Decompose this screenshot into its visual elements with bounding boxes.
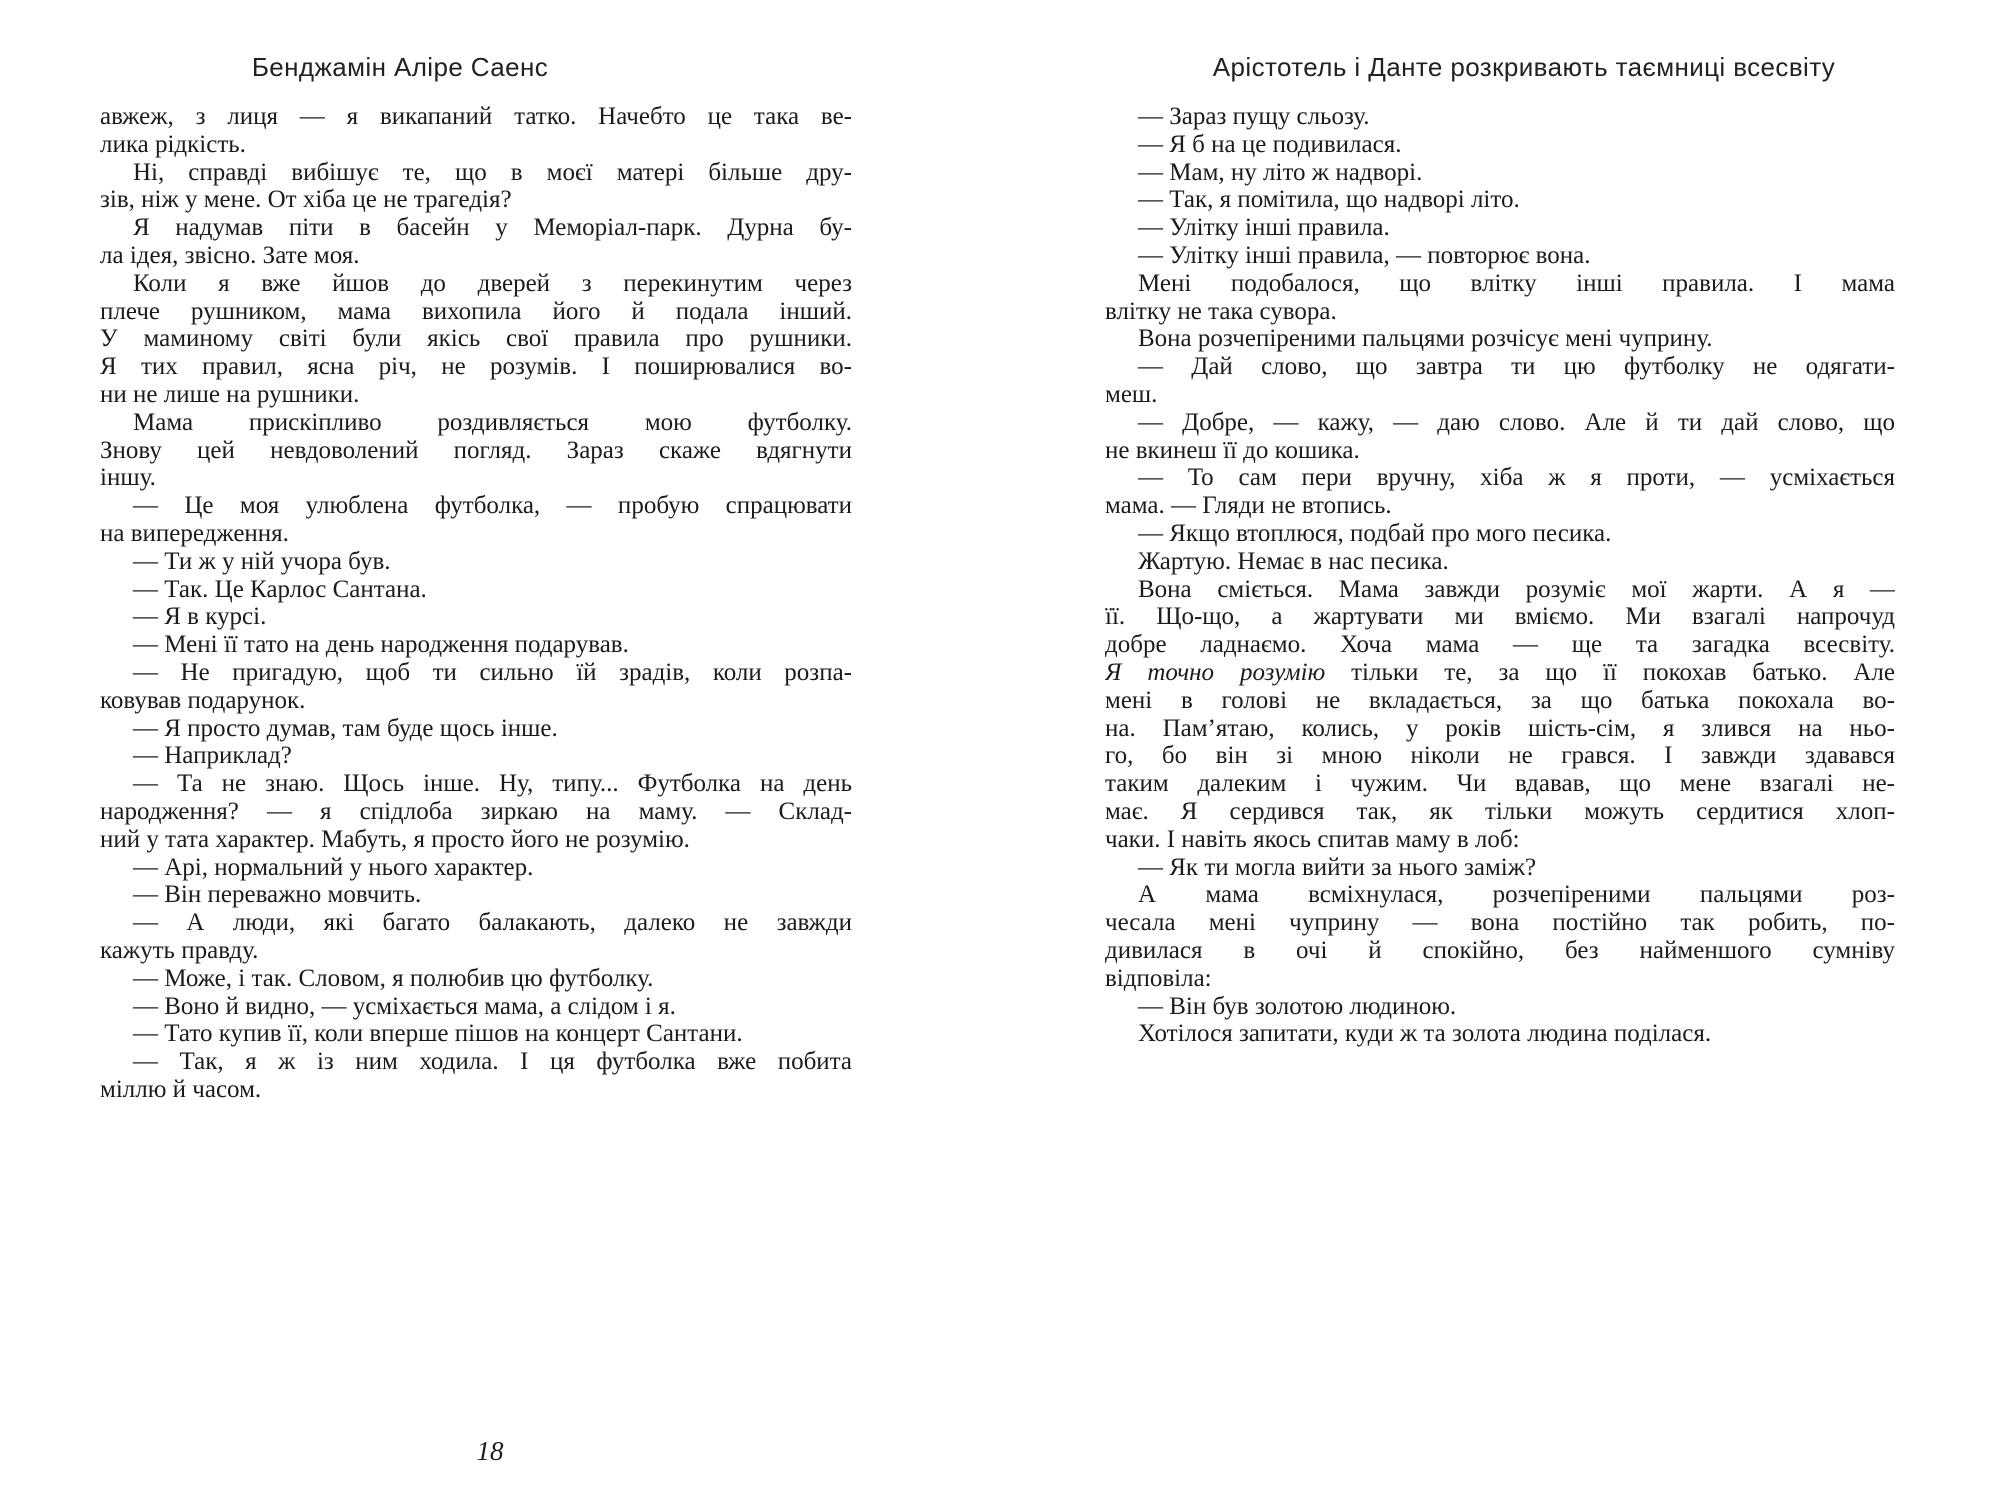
text-line: — То сам пери вручну, хіба ж я проти, — усміхається [1138, 464, 1895, 492]
text-line: — Воно й видно, — усміхається мама, а слідом і я. [133, 992, 676, 1020]
text-line: кажуть правду. [100, 936, 259, 964]
text-line: лика рідкість. [100, 130, 246, 158]
text-line: — Улітку інші правила, — повторює вона. [1138, 241, 1591, 269]
text-line: Коли я вже йшов до дверей з перекинутим через [133, 269, 852, 297]
text-line: — Мам, ну літо ж надворі. [1138, 158, 1423, 186]
text-line: мені в голові не вкладається, за що батька покохала во- [1105, 686, 1895, 714]
text-line: ла ідея, звісно. Зате моя. [100, 241, 360, 269]
text-line: — Я б на це подивилася. [1138, 130, 1402, 158]
page-number: 18 [476, 1436, 504, 1466]
text-line: іншу. [100, 464, 156, 492]
text-line: — Так, я помітила, що надворі літо. [1138, 186, 1520, 214]
text-column-right [1105, 103, 1895, 1048]
text-line: Я тих правил, ясна річ, не розумів. І поширювалися во- [100, 353, 852, 381]
text-line: — Арі, нормальний у нього характер. [133, 853, 534, 881]
text-line: ковував подарунок. [100, 686, 306, 714]
text-line: Хотілося запитати, куди ж та золота людина поділася. [1138, 1020, 1712, 1048]
text-line: плече рушником, мама вихопила його й подала інший. [100, 297, 852, 325]
text-line: на випередження. [100, 519, 289, 547]
text-line: мама. — Гляди не втопись. [1105, 492, 1392, 520]
text-segment: тільки те, за що її покохав батько. Але [1325, 658, 1895, 686]
text-line: не вкинеш її до кошика. [1105, 436, 1360, 464]
text-line: Вона сміється. Мама завжди розуміє мої жарти. А я — [1138, 575, 1895, 603]
text-line: — Наприклад? [133, 742, 292, 770]
text-column-left [100, 103, 852, 1104]
text-line: Мама прискіпливо роздивляється мою футболку. [133, 408, 852, 436]
italic-text: Я точно розумію [1105, 658, 1326, 686]
text-line: добре ладнаємо. Хоча мама — ще та загадка всесвіту. [1105, 631, 1895, 659]
text-line: таким далеким і чужим. Чи вдавав, що мене взагалі не- [1105, 770, 1895, 798]
text-line: — Добре, — кажу, — даю слово. Але й ти дай слово, що [1138, 408, 1895, 436]
text-line: го, бо він зі мною ніколи не грався. І завжди здавався [1105, 742, 1895, 770]
text-line: — Тато купив її, коли вперше пішов на концерт Сантани. [133, 1020, 743, 1048]
text-line: — Я в курсі. [133, 603, 267, 631]
text-line: — Не пригадую, щоб ти сильно їй зрадів, коли розпа- [133, 658, 852, 686]
text-line: — Та не знаю. Щось інше. Ну, типу... Футболка на день [133, 770, 852, 798]
text-line: — Я просто думав, там буде щось інше. [133, 714, 558, 742]
text-line [1105, 659, 1895, 687]
text-line: дивилася в очі й спокійно, без найменшого сумніву [1105, 936, 1895, 964]
text-line: — Зараз пущу сльозу. [1138, 103, 1370, 130]
text-line: — Улітку інші правила. [1138, 214, 1390, 242]
text-line: Знову цей невдоволений погляд. Зараз скаже вдягнути [100, 436, 852, 464]
text-line: її. Що-що, а жартувати ми вміємо. Ми взагалі напрочуд [1105, 603, 1895, 631]
text-line: А мама всміхнулася, розчепіреними пальцями роз- [1138, 881, 1895, 909]
text-line: меш. [1105, 380, 1158, 408]
text-line: — Дай слово, що завтра ти цю футболку не одягати- [1138, 353, 1895, 381]
text-line: У маминому світі були якісь свої правила про рушники. [100, 325, 852, 353]
text-line: влітку не така сувора. [1105, 297, 1337, 325]
text-line: на. Пам’ятаю, колись, у років шість-сім, я злився на ньо- [1105, 714, 1895, 742]
text-line: народження? — я спідлоба зиркаю на маму. — Склад- [100, 797, 852, 825]
text-line: Я надумав піти в басейн у Меморіал-парк. Дурна бу- [133, 214, 852, 242]
text-line: — А люди, які багато балакають, далеко не завжди [133, 909, 852, 937]
text-line: чаки. І навіть якось спитав маму в лоб: [1105, 825, 1520, 853]
text-line: — Мені її тато на день народження подарував. [133, 631, 629, 659]
running-head-book-title: Арістотель і Данте розкривають таємниці всесвіту [1212, 52, 1836, 82]
text-line: Вона розчепіреними пальцями розчісує мені чуприну. [1138, 325, 1713, 353]
text-line: — Він був золотою людиною. [1138, 992, 1457, 1020]
text-line: — Так. Це Карлос Сантана. [133, 575, 427, 603]
text-line: Ні, справді вибішує те, що в моєї матері більше дру- [133, 158, 852, 186]
text-line: ни не лише на рушники. [100, 380, 360, 408]
text-line: зів, ніж у мене. От хіба це не трагедія? [100, 186, 512, 214]
text-line: — Якщо втоплюся, подбай про мого песика. [1138, 519, 1612, 547]
text-line: Жартую. Немає в нас песика. [1138, 547, 1449, 575]
running-head-author: Бенджамін Аліре Саенс [251, 52, 549, 82]
text-line: — Як ти могла вийти за нього заміж? [1138, 853, 1537, 881]
text-line: авжеж, з лиця — я викапаний татко. Начебто це така ве- [100, 103, 852, 130]
text-line: ний у тата характер. Мабуть, я просто його не розумію. [100, 825, 690, 853]
text-line: Мені подобалося, що влітку інші правила. І мама [1138, 269, 1895, 297]
text-line: — Він переважно мовчить. [133, 881, 422, 909]
text-line: чесала мені чуприну — вона постійно так робить, по- [1105, 909, 1895, 937]
text-line: — Це моя улюблена футболка, — пробую спрацювати [133, 492, 852, 520]
text-line: — Може, і так. Словом, я полюбив цю футболку. [133, 964, 654, 992]
text-line: відповіла: [1105, 964, 1212, 992]
text-line: — Ти ж у ній учора був. [133, 547, 391, 575]
text-line: міллю й часом. [100, 1075, 262, 1103]
text-line: — Так, я ж із ним ходила. І ця футболка вже побита [133, 1048, 852, 1076]
text-line: має. Я сердився так, як тільки можуть сердитися хлоп- [1105, 797, 1895, 825]
